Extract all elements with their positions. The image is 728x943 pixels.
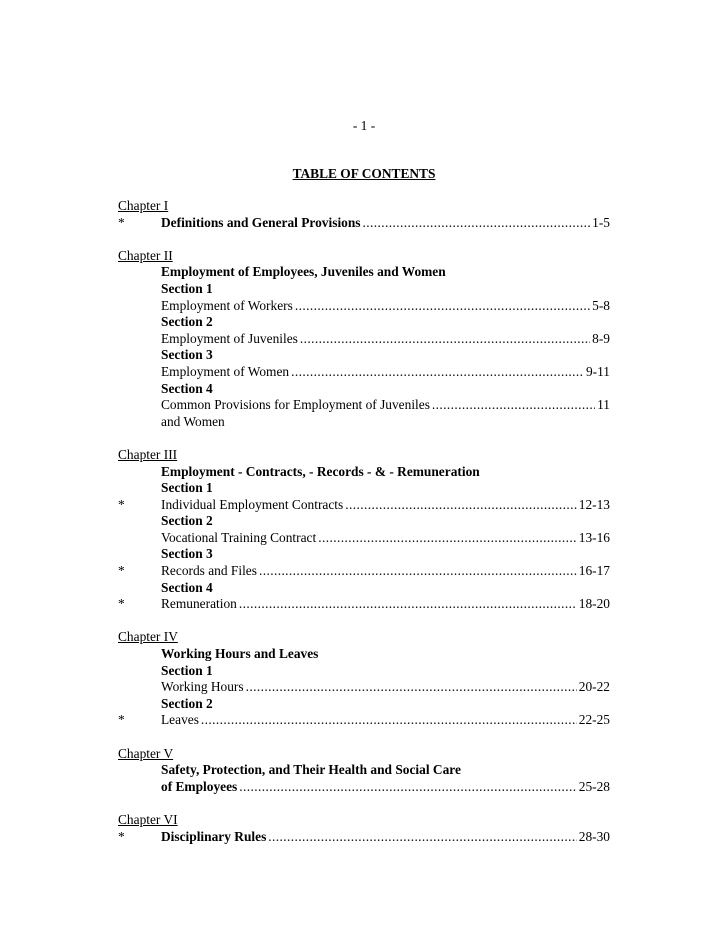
dot-leader [246,679,577,696]
chapter-4-label: Chapter IV [118,629,178,645]
page-number: - 1 - [352,118,376,133]
chapter-heading: Working Hours and Leaves [161,646,319,662]
entry-title: of Employees [161,778,238,794]
entry-pages: 9-11 [585,363,610,379]
dot-leader [268,829,576,846]
entry-pages: 12-13 [578,496,610,512]
dot-leader [291,364,584,381]
entry-title: Vocational Training Contract [161,529,317,545]
entry-title: Employment of Workers [161,297,293,313]
dot-leader [345,497,577,514]
chapter-heading: Employment - Contracts, - Records - & - Remuneration [161,463,480,479]
entry-title: Remuneration [161,596,237,612]
asterisk-marker: * [118,214,125,230]
table-of-contents [118,198,610,845]
dot-leader [259,563,577,580]
asterisk-marker: * [118,496,125,512]
entry-pages: 5-8 [592,297,610,313]
chapter-heading: Safety, Protection, and Their Health and Social Care [161,762,461,778]
chapter-2-label: Chapter II [118,247,173,263]
toc-entry [118,712,610,729]
dot-leader [201,712,577,729]
dot-leader [239,596,577,613]
chapter-1-label: Chapter I [118,198,169,213]
toc-entry [118,331,610,348]
toc-entry [118,779,610,796]
section-label: Section 1 [161,662,213,678]
section-label: Section 2 [161,695,213,711]
entry-title: Employment of Women [161,363,290,379]
chapter-5-label: Chapter V [118,745,174,761]
toc-entry [118,829,610,846]
entry-title: Disciplinary Rules [161,828,267,844]
entry-title: Leaves [161,712,199,728]
toc-entry [118,596,610,613]
asterisk-marker: * [118,712,125,728]
toc-entry [118,364,610,381]
entry-title: Records and Files [161,563,257,579]
entry-pages: 28-30 [578,828,610,844]
dot-leader [432,397,595,414]
toc-title: TABLE OF CONTENTS [292,166,436,181]
entry-pages: 22-25 [578,712,610,728]
dot-leader [300,331,590,348]
dot-leader [239,779,577,796]
entry-title: Common Provisions for Employment of Juveniles [161,397,430,413]
entry-title: Individual Employment Contracts [161,496,344,512]
entry-title: Working Hours [161,679,244,695]
entry-title-continuation: and Women [161,413,225,429]
dot-leader [318,530,577,547]
section-label: Section 1 [161,480,213,496]
entry-pages: 16-17 [578,563,610,579]
entry-pages: 8-9 [592,330,610,346]
dot-leader [295,298,590,315]
toc-entry [118,679,610,696]
asterisk-marker: * [118,596,125,612]
section-label: Section 2 [161,513,213,529]
section-label: Section 3 [161,546,213,562]
asterisk-marker: * [118,828,125,844]
toc-entry [118,497,610,514]
section-label: Section 4 [161,380,213,396]
toc-entry [118,530,610,547]
entry-pages: 11 [597,397,610,413]
toc-entry [118,397,610,414]
asterisk-marker: * [118,563,125,579]
entry-pages: 1-5 [592,214,610,230]
entry-title: Employment of Juveniles [161,330,298,346]
section-label: Section 4 [161,579,213,595]
section-label: Section 2 [161,314,213,330]
entry-pages: 25-28 [578,778,610,794]
section-label: Section 3 [161,347,213,363]
entry-pages: 20-22 [578,679,610,695]
chapter-heading: Employment of Employees, Juveniles and Women [161,264,446,280]
entry-pages: 13-16 [578,529,610,545]
chapter-3-label: Chapter III [118,446,178,462]
entry-pages: 18-20 [578,596,610,612]
toc-entry [118,215,610,232]
toc-entry [118,298,610,315]
section-label: Section 1 [161,280,213,296]
entry-title: Definitions and General Provisions [161,214,361,230]
chapter-6-label: Chapter VI [118,811,178,827]
toc-entry [118,563,610,580]
dot-leader [363,215,591,232]
